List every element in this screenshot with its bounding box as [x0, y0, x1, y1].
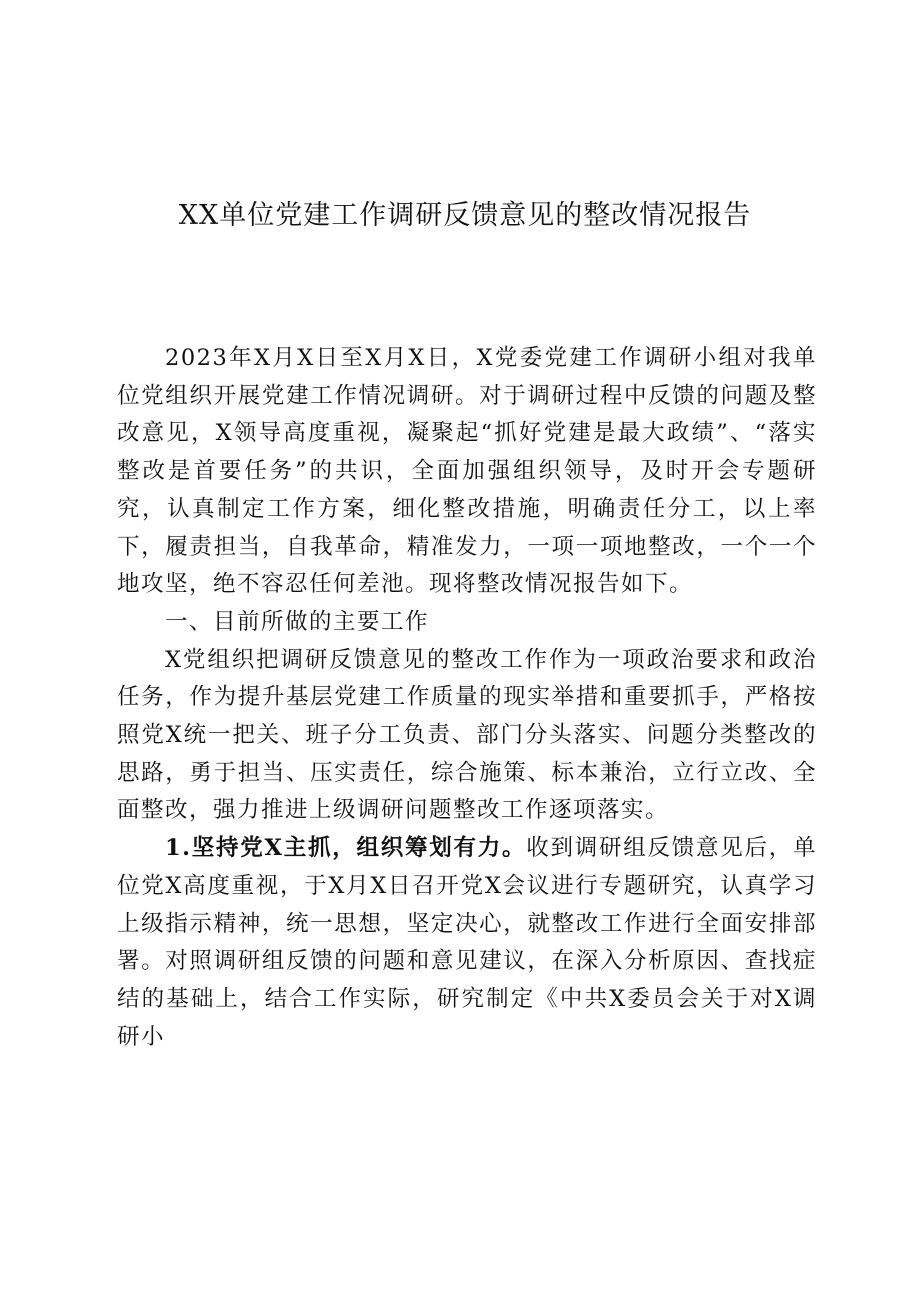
item-1-text: 收到调研组反馈意见后，单位党X高度重视，于X月X日召开党X会议进行专题研究，认真学习上级指示精神，统一思想，坚定决心，就整改工作进行全面安排部署。对照调研组反馈的问题和意见建议，在深入分析原因、查找症结的基础上，结合工作实际，研究制定《中共X委员会关于对X调研小: [117, 835, 817, 1050]
item-1-lead: 1.坚持党X主抓，组织筹划有力。: [165, 835, 527, 862]
document-title: XX单位党建工作调研反馈意见的整改情况报告: [178, 200, 752, 231]
document-body: [117, 340, 817, 1056]
item-1-paragraph: [117, 830, 817, 1056]
intro-paragraph: 2023年X月X日至X月X日，X党委党建工作调研小组对我单位党组织开展党建工作情况调研。对于调研过程中反馈的问题及整改意见，X领导高度重视，凝聚起“抓好党建是最大政绩”、“落实整改是首要任务”的共识，全面加强组织领导，及时开会专题研究，认真制定工作方案，细化整改措施，明确责任分工，以上率下，履责担当，自我革命，精准发力，一项一项地整改，一个一个地攻坚，绝不容忍任何差池。现将整改情况报告如下。: [117, 345, 817, 598]
section-1-paragraph: X党组织把调研反馈意见的整改工作作为一项政治要求和政治任务，作为提升基层党建工作质量的现实举措和重要抓手，严格按照党X统一把关、班子分工负责、部门分头落实、问题分类整改的思路，勇于担当、压实责任，综合施策、标本兼治，立行立改、全面整改，强力推进上级调研问题整改工作逐项落实。: [117, 646, 817, 824]
section-heading-1: 一、目前所做的主要工作: [165, 608, 430, 635]
